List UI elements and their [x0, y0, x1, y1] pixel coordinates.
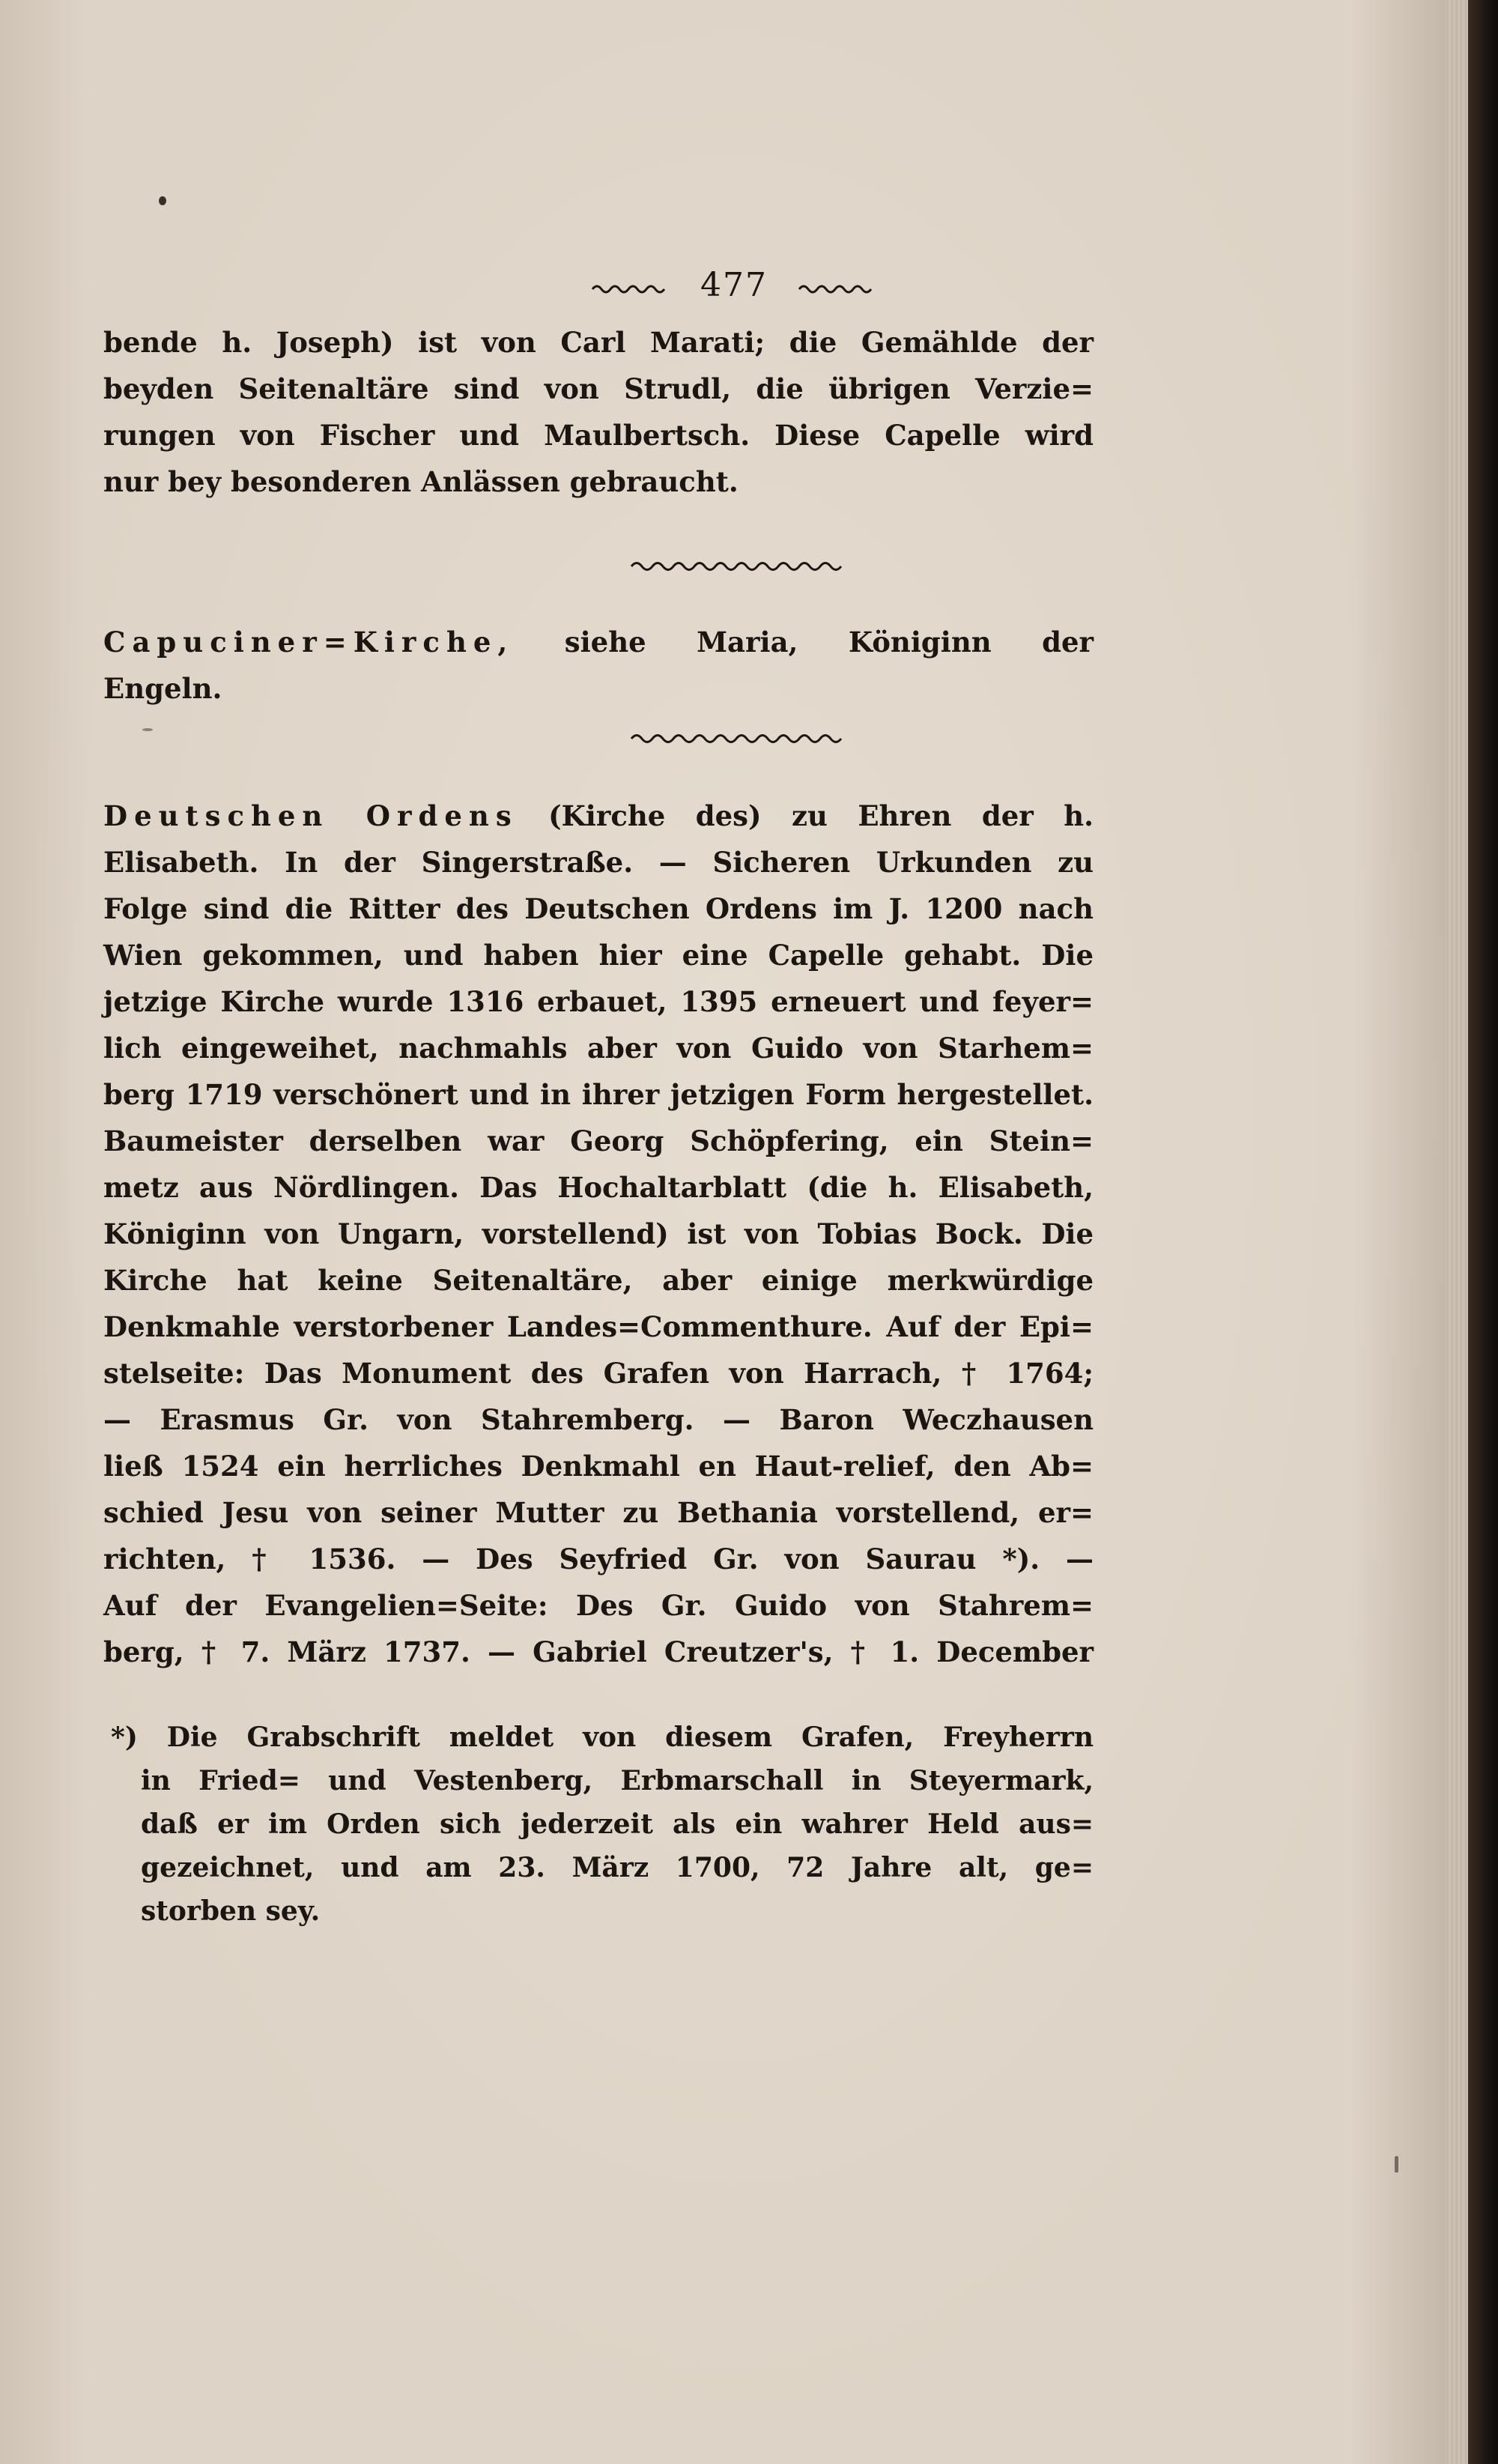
text-line: Denkmahle verstorbener Landes=Commenthure. Auf der Epi= [103, 1310, 1094, 1343]
text-line: metz aus Nördlingen. Das Hochaltarblatt (die h. Elisabeth, [103, 1171, 1094, 1204]
wavy-rule-ornament [625, 728, 843, 746]
text-line: ließ 1524 ein herrliches Denkmahl en Haut-relief, den Ab= [103, 1450, 1094, 1483]
entry-deutschen-ordens [103, 793, 1094, 1675]
text-line: beyden Seitenaltäre sind von Strudl, die übrigen Verzie= [103, 372, 1094, 405]
text-line: — Erasmus Gr. von Stahremberg. — Baron Weczhausen [103, 1403, 1094, 1436]
text-line [103, 619, 1094, 665]
text-line: rungen von Fischer und Maulbertsch. Diese Capelle wird [103, 419, 1094, 452]
entry-heading: Capuciner=Kirche, [103, 626, 515, 659]
text-line: jetzige Kirche wurde 1316 erbauet, 1395 erneuert und feyer= [103, 985, 1094, 1018]
text-line: nur bey besonderen Anlässen gebraucht. [103, 465, 739, 498]
paper-speck [1395, 2156, 1398, 2173]
text-line: Königinn von Ungarn, vorstellend) ist von Tobias Bock. Die [103, 1217, 1094, 1250]
text-fragment: (Kirche des) zu Ehren der h. [548, 799, 1094, 832]
page-fore-edge [1446, 0, 1468, 2464]
text-line: Wien gekommen, und haben hier eine Capelle gehabt. Die [103, 939, 1094, 972]
text-line: lich eingeweihet, nachmahls aber von Guido von Starhem= [103, 1032, 1094, 1065]
text-line [103, 793, 1094, 839]
section-divider [0, 728, 1468, 750]
text-line: bende h. Joseph) ist von Carl Marati; die Gemählde der [103, 326, 1094, 359]
header-ornament-left [589, 280, 672, 295]
footnote-line: *) Die Grabschrift meldet von diesem Grafen, Freyherrn [111, 1722, 1094, 1753]
paper-speck [142, 728, 153, 731]
footnote-line: daß er im Orden sich jederzeit als ein wahrer Held aus= [141, 1808, 1094, 1840]
text-line: Folge sind die Ritter des Deutschen Ordens im J. 1200 nach [103, 892, 1094, 925]
footnote-line: gezeichnet, und am 23. März 1700, 72 Jahre alt, ge= [141, 1852, 1094, 1883]
footnote-line: storben sey. [141, 1895, 321, 1927]
footnote [111, 1716, 1094, 1933]
text-line: Baumeister derselben war Georg Schöpfering, ein Stein= [103, 1124, 1094, 1157]
paper-speck [159, 196, 166, 205]
page-header [0, 266, 1468, 304]
footnote-line: in Fried= und Vestenberg, Erbmarschall in Steyermark, [141, 1765, 1094, 1796]
text-line: Elisabeth. In der Singerstraße. — Sicheren Urkunden zu [103, 846, 1094, 879]
section-divider [0, 556, 1468, 578]
header-ornament-right [796, 280, 879, 295]
entry-heading: Deutschen Ordens [103, 799, 518, 832]
paragraph-continuation [103, 319, 1094, 505]
text-line: Engeln. [103, 672, 222, 705]
text-line: stelseite: Das Monument des Grafen von Harrach, † 1764; [103, 1357, 1094, 1390]
entry-capuciner-kirche [103, 619, 1094, 712]
text-line: berg 1719 verschönert und in ihrer jetzigen Form hergestellet. [103, 1078, 1094, 1111]
text-line: Kirche hat keine Seitenaltäre, aber einige merkwürdige [103, 1264, 1094, 1297]
text-line: berg, † 7. März 1737. — Gabriel Creutzer's, † 1. December [103, 1635, 1094, 1668]
text-line: Auf der Evangelien=Seite: Des Gr. Guido von Stahrem= [103, 1589, 1094, 1622]
book-spine-shadow [1468, 0, 1498, 2464]
wavy-rule-ornament [625, 556, 843, 574]
text-line: schied Jesu von seiner Mutter zu Bethania vorstellend, er= [103, 1496, 1094, 1529]
page-number: 477 [700, 266, 768, 304]
text-fragment: siehe Maria, Königinn der [564, 626, 1094, 659]
text-line: richten, † 1536. — Des Seyfried Gr. von Saurau *). — [103, 1543, 1094, 1575]
